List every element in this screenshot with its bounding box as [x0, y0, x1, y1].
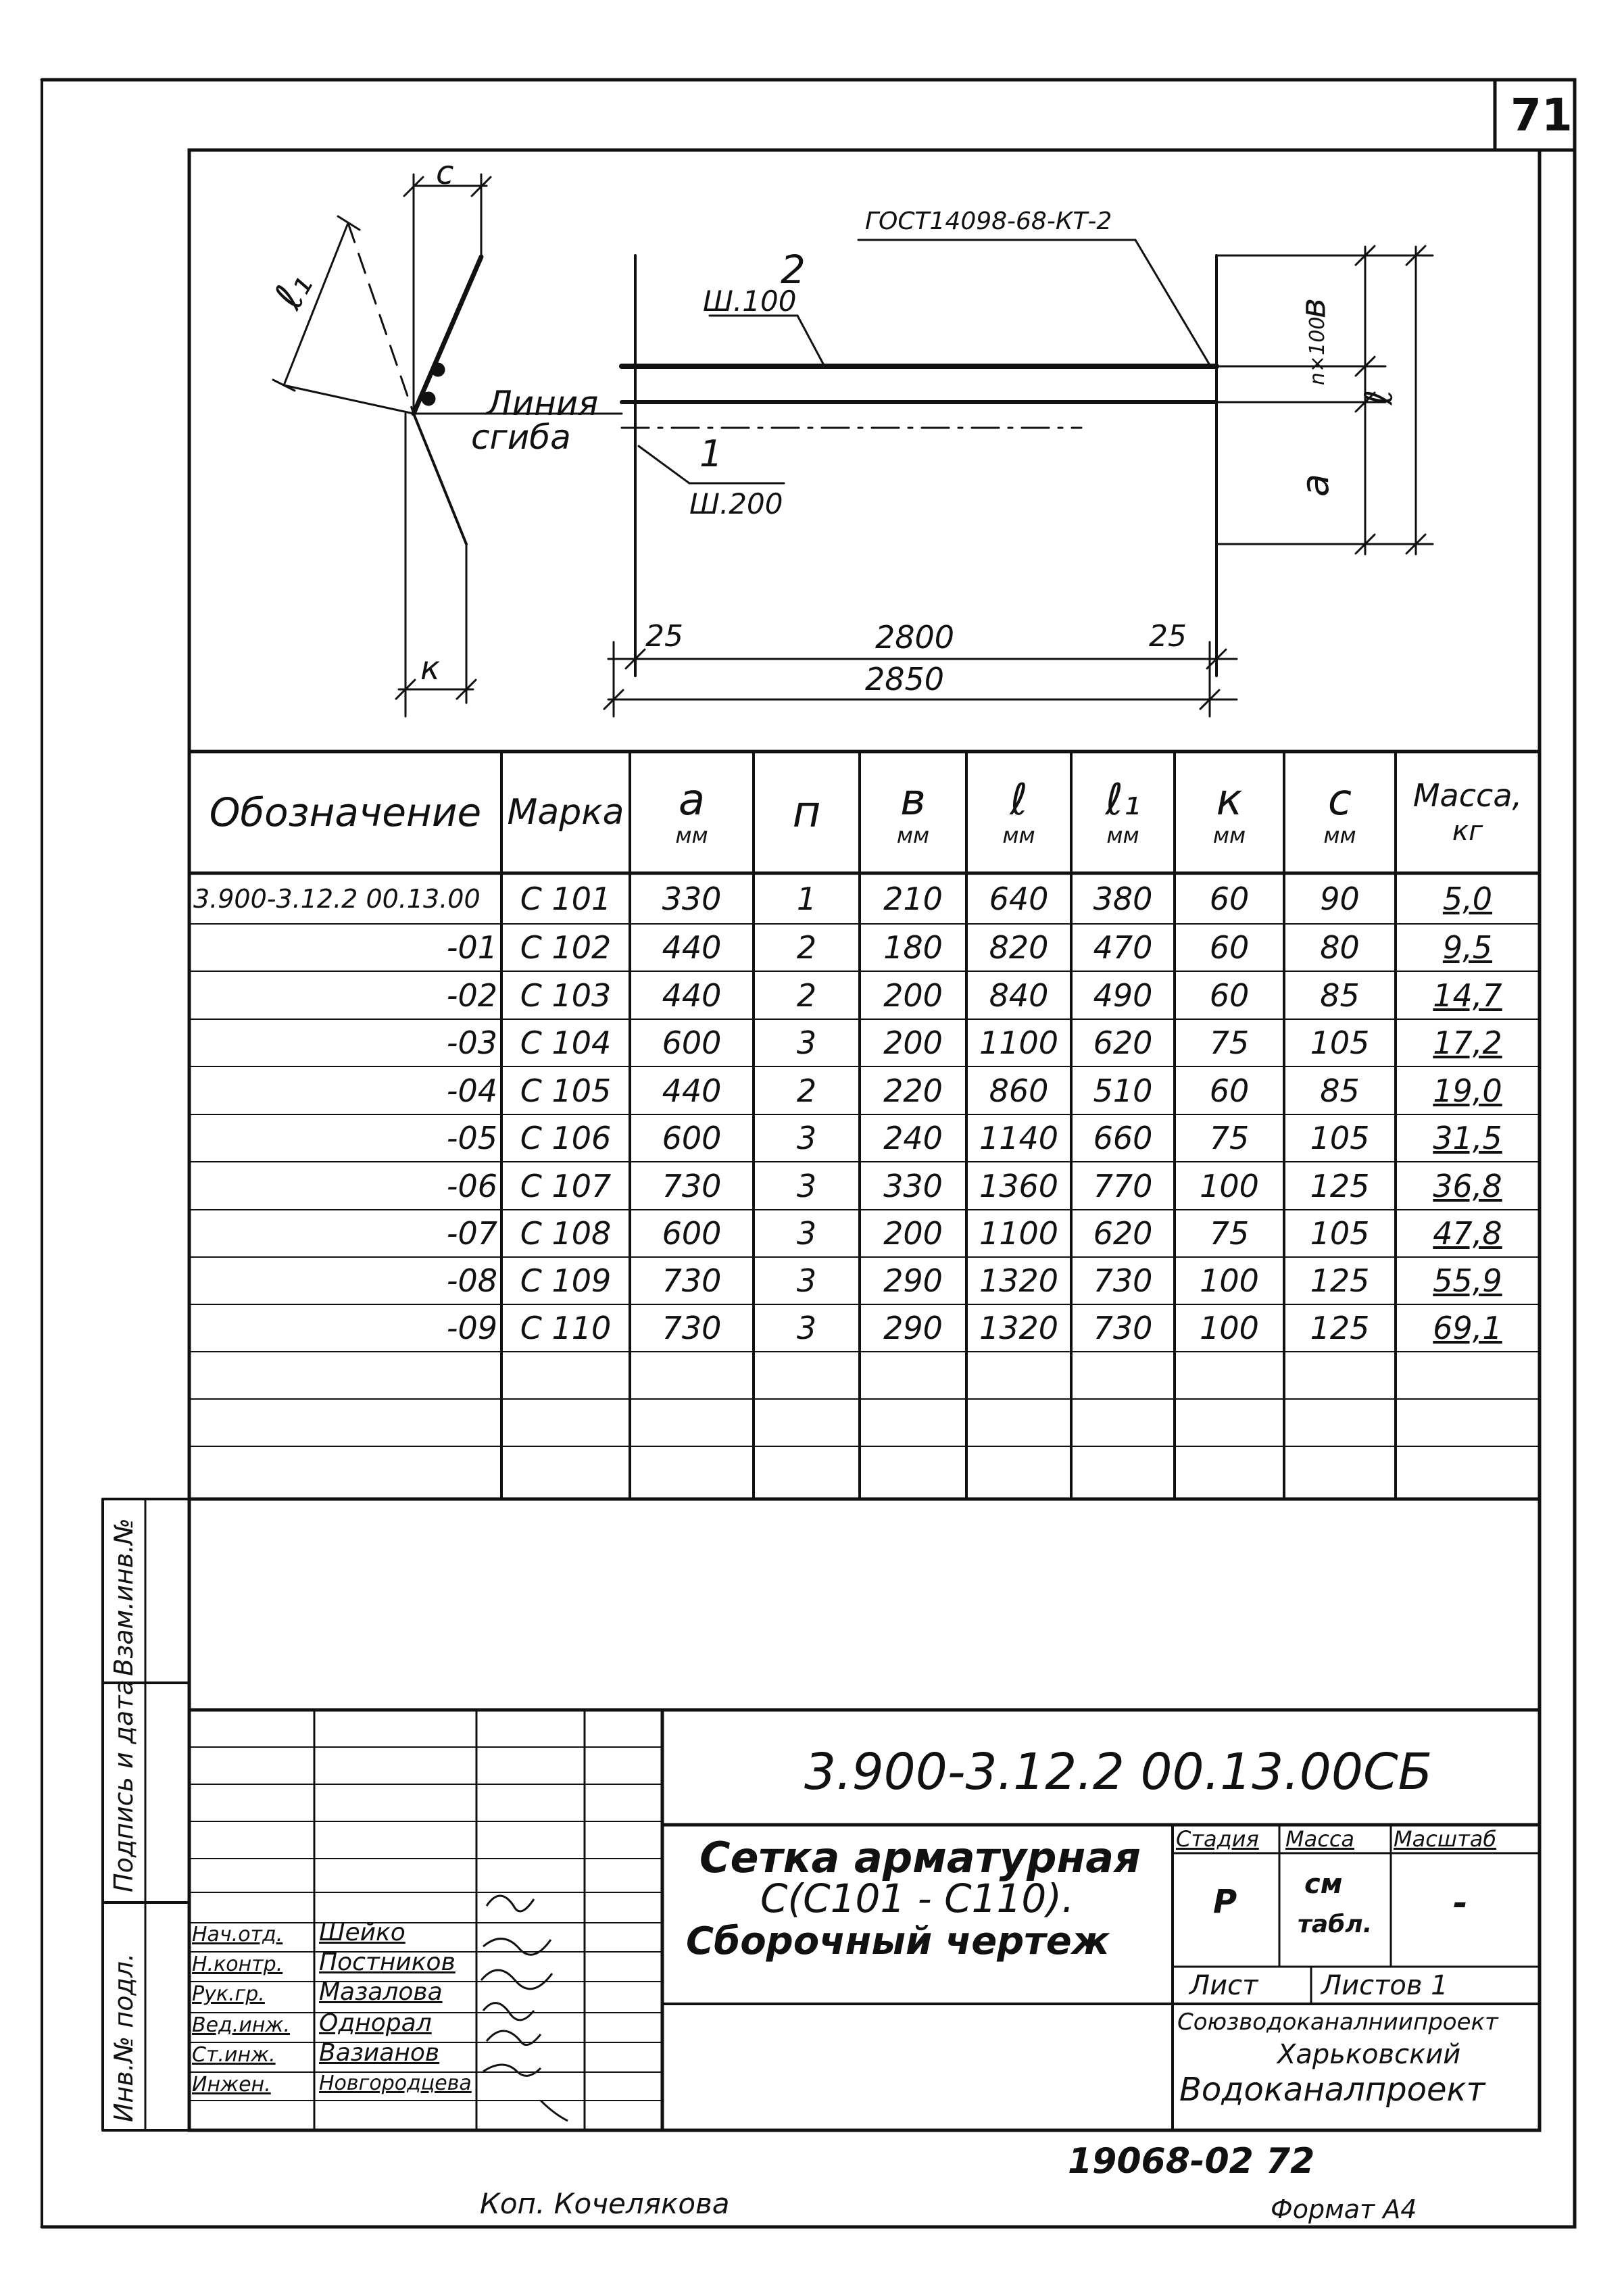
- header-c-symbol: с: [1327, 775, 1352, 825]
- header-l1: [1071, 752, 1175, 873]
- sign-role: Нач.отд.: [192, 1923, 283, 1946]
- cell-a: 600: [662, 1120, 722, 1156]
- cell-k: 100: [1200, 1310, 1259, 1346]
- cell-c: 105: [1310, 1215, 1370, 1252]
- copied-by: Коп. Кочелякова: [480, 2187, 730, 2220]
- header-mass-unit: кг: [1452, 816, 1483, 847]
- side-stamp-podpis: Подпись и дата: [109, 1679, 139, 1892]
- side-stamp-vzam: Взам.инв.№: [109, 1518, 139, 1676]
- page-number: 71: [1510, 89, 1573, 141]
- cell-k: 100: [1200, 1262, 1259, 1299]
- cell-k: 60: [1209, 977, 1250, 1014]
- dim-2850: 2850: [865, 661, 945, 697]
- org-line-1: Союзводоканалниипроект: [1177, 2009, 1498, 2036]
- cell-designation: -04: [446, 1072, 497, 1109]
- cell-k: 100: [1200, 1167, 1259, 1204]
- cell-a: 440: [662, 929, 722, 966]
- dim-k-label: к: [420, 649, 440, 687]
- cell-k: 75: [1209, 1025, 1250, 1061]
- cell-mark: С 102: [520, 929, 612, 966]
- cell-mass: 55,9: [1433, 1262, 1502, 1299]
- sign-role: Вед.инж.: [192, 2013, 290, 2037]
- cell-l1: 620: [1093, 1025, 1153, 1061]
- cell-designation: -03: [446, 1025, 497, 1061]
- scale-label: Масштаб: [1394, 1826, 1497, 1852]
- cell-k: 60: [1209, 1072, 1250, 1109]
- title-line-1: Сетка арматурная: [699, 1833, 1141, 1882]
- header-l-unit: мм: [1002, 823, 1035, 848]
- cell-l: 640: [989, 880, 1049, 917]
- cell-b: 290: [883, 1310, 943, 1346]
- header-n: [754, 752, 860, 873]
- cell-c: 105: [1310, 1025, 1370, 1061]
- cell-c: 125: [1310, 1310, 1370, 1346]
- side-stamp-inv: Инв.№ подл.: [109, 1953, 139, 2122]
- header-k-unit: мм: [1212, 823, 1246, 848]
- cell-b: 200: [883, 977, 943, 1014]
- cell-b: 200: [883, 1215, 943, 1252]
- bar2-position: 2: [781, 247, 806, 293]
- cell-l: 1100: [979, 1025, 1059, 1061]
- cell-l: 1320: [979, 1310, 1059, 1346]
- cell-designation: -06: [446, 1167, 497, 1204]
- sign-name: Вазианов: [319, 2039, 440, 2067]
- cell-mass: 31,5: [1433, 1120, 1502, 1156]
- cell-mass: 17,2: [1433, 1025, 1502, 1061]
- cell-mass: 14,7: [1433, 977, 1502, 1014]
- bar2-spacing: Ш.100: [703, 285, 797, 318]
- cell-c: 125: [1310, 1262, 1370, 1299]
- header-b-symbol: в: [900, 775, 926, 825]
- cell-l: 840: [989, 977, 1049, 1014]
- cell-mass: 9,5: [1442, 929, 1493, 966]
- dim-25-right: 25: [1149, 619, 1187, 654]
- cell-n: 3: [796, 1215, 817, 1252]
- dim-2800: 2800: [875, 619, 955, 656]
- dim-nx100-label: n×100: [1306, 316, 1329, 385]
- header-a-unit: мм: [675, 823, 708, 848]
- cell-designation: 3.900-3.12.2 00.13.00: [193, 883, 481, 914]
- cell-b: 290: [883, 1262, 943, 1299]
- cell-mark: С 104: [520, 1025, 612, 1061]
- header-n-symbol: п: [792, 787, 821, 837]
- cell-l: 1140: [979, 1120, 1059, 1156]
- cell-a: 440: [662, 977, 722, 1014]
- cell-a: 440: [662, 1072, 722, 1109]
- cell-mark: С 107: [520, 1167, 612, 1204]
- cell-designation: -08: [446, 1262, 497, 1299]
- cell-mark: С 105: [520, 1072, 612, 1109]
- cell-k: 60: [1209, 880, 1250, 917]
- mass-label: Масса: [1285, 1826, 1355, 1852]
- cell-mass: 5,0: [1442, 880, 1493, 917]
- cell-a: 730: [662, 1310, 722, 1346]
- sign-name: Мазалова: [319, 1978, 443, 2006]
- scale-value: -: [1453, 1883, 1468, 1923]
- cell-b: 240: [883, 1120, 943, 1156]
- sheets-label: Листов 1: [1321, 1970, 1448, 2001]
- sign-role: Инжен.: [192, 2073, 271, 2096]
- bend-line-label-1: Линия: [487, 384, 599, 423]
- cell-c: 85: [1320, 1072, 1360, 1109]
- sign-role: Н.контр.: [192, 1953, 283, 1976]
- cell-l1: 730: [1093, 1262, 1153, 1299]
- sign-role: Ст.инж.: [192, 2043, 276, 2067]
- cell-l1: 730: [1093, 1310, 1153, 1346]
- cell-designation: -05: [446, 1120, 497, 1156]
- header-l-symbol: ℓ: [1010, 775, 1028, 825]
- header-k: [1175, 752, 1284, 873]
- document-code: 3.900-3.12.2 00.13.00СБ: [804, 1743, 1433, 1801]
- sign-name: Новгородцева: [319, 2071, 472, 2095]
- stage-label: Стадия: [1176, 1826, 1259, 1852]
- cell-l: 860: [989, 1072, 1049, 1109]
- cell-c: 80: [1320, 929, 1360, 966]
- cell-n: 3: [796, 1167, 817, 1204]
- cell-l1: 660: [1093, 1120, 1153, 1156]
- dim-b-label: в: [1293, 297, 1334, 319]
- header-c-unit: мм: [1323, 823, 1356, 848]
- cell-l: 820: [989, 929, 1049, 966]
- header-mark: [501, 752, 630, 873]
- dim-c-label: с: [436, 154, 454, 192]
- header-a: [630, 752, 754, 873]
- sign-name: Шейко: [319, 1919, 405, 1946]
- dim-l1-label: ℓ₁: [264, 264, 322, 317]
- header-mass: [1396, 752, 1540, 873]
- cell-mass: 69,1: [1433, 1310, 1502, 1346]
- cell-mark: С 109: [520, 1262, 612, 1299]
- cell-b: 200: [883, 1025, 943, 1061]
- cell-n: 2: [796, 977, 817, 1014]
- cell-l1: 510: [1093, 1072, 1153, 1109]
- cell-n: 2: [796, 1072, 817, 1109]
- format-label: Формат А4: [1271, 2194, 1417, 2224]
- org-line-2: Харьковский: [1277, 2039, 1461, 2070]
- cell-designation: -07: [446, 1215, 497, 1252]
- header-mark-text: Марка: [507, 792, 624, 833]
- cell-l1: 490: [1093, 977, 1153, 1014]
- cell-l1: 470: [1093, 929, 1153, 966]
- sign-name: Однорал: [319, 2009, 432, 2037]
- header-b: [860, 752, 966, 873]
- archive-number: 19068-02 72: [1068, 2141, 1315, 2182]
- cell-designation: -09: [446, 1310, 497, 1346]
- cell-c: 85: [1320, 977, 1360, 1014]
- cell-n: 3: [796, 1120, 817, 1156]
- cell-l: 1360: [979, 1167, 1059, 1204]
- header-l: [966, 752, 1071, 873]
- cell-l: 1100: [979, 1215, 1059, 1252]
- mass-value-1: см: [1304, 1869, 1343, 1900]
- cell-l: 1320: [979, 1262, 1059, 1299]
- header-l1-symbol: ℓ₁: [1105, 775, 1141, 825]
- cell-l1: 380: [1093, 880, 1153, 917]
- cell-b: 210: [883, 880, 943, 917]
- mass-value-2: табл.: [1298, 1911, 1373, 1938]
- bar1-position: 1: [699, 433, 723, 475]
- cell-mark: С 108: [520, 1215, 612, 1252]
- cell-b: 330: [883, 1167, 943, 1204]
- cell-l1: 620: [1093, 1215, 1153, 1252]
- signature-scribbles: [481, 1896, 568, 2121]
- cell-l1: 770: [1093, 1167, 1153, 1204]
- cell-mass: 47,8: [1433, 1215, 1502, 1252]
- cell-c: 125: [1310, 1167, 1370, 1204]
- sign-name: Постников: [319, 1948, 456, 1976]
- cell-mark: С 103: [520, 977, 612, 1014]
- cell-k: 60: [1209, 929, 1250, 966]
- sheet-label: Лист: [1189, 1970, 1258, 2001]
- cell-mark: С 106: [520, 1120, 612, 1156]
- cell-mass: 19,0: [1433, 1072, 1502, 1109]
- dim-25-left: 25: [645, 619, 683, 654]
- bar1-spacing: Ш.200: [689, 487, 783, 520]
- cell-b: 180: [883, 929, 943, 966]
- cell-designation: -01: [446, 929, 497, 966]
- cell-n: 2: [796, 929, 817, 966]
- cell-c: 105: [1310, 1120, 1370, 1156]
- header-c: [1284, 752, 1396, 873]
- cell-k: 75: [1209, 1215, 1250, 1252]
- cell-n: 3: [796, 1310, 817, 1346]
- cell-n: 3: [796, 1262, 817, 1299]
- title-line-2: С(С101 - С110).: [760, 1875, 1075, 1921]
- header-designation-text: Обозначение: [209, 789, 482, 835]
- cell-c: 90: [1320, 880, 1360, 917]
- header-l1-unit: мм: [1106, 823, 1139, 848]
- cell-a: 730: [662, 1167, 722, 1204]
- cell-b: 220: [883, 1072, 943, 1109]
- dim-l-label: ℓ: [1357, 389, 1402, 406]
- cell-n: 1: [796, 880, 817, 917]
- sign-role: Рук.гр.: [192, 1982, 265, 2006]
- header-b-unit: мм: [896, 823, 930, 848]
- header-k-symbol: к: [1216, 775, 1243, 825]
- cell-a: 600: [662, 1215, 722, 1252]
- cell-mark: С 101: [520, 880, 612, 917]
- cell-a: 730: [662, 1262, 722, 1299]
- org-line-3: Водоканалпроект: [1179, 2071, 1485, 2109]
- cell-k: 75: [1209, 1120, 1250, 1156]
- stage-value: Р: [1213, 1883, 1237, 1921]
- header-mass-text: Масса,: [1412, 777, 1523, 814]
- cell-a: 330: [662, 880, 722, 917]
- header-designation: [189, 752, 501, 873]
- cell-designation: -02: [446, 977, 497, 1014]
- cell-mass: 36,8: [1433, 1167, 1502, 1204]
- dim-a-label: а: [1294, 473, 1338, 497]
- bend-line-label-2: сгиба: [471, 418, 571, 457]
- cell-mark: С 110: [520, 1310, 612, 1346]
- cell-a: 600: [662, 1025, 722, 1061]
- gost-label: ГОСТ14098-68-КТ-2: [865, 207, 1112, 235]
- title-line-3: Сборочный чертеж: [686, 1919, 1110, 1963]
- cell-n: 3: [796, 1025, 817, 1061]
- header-a-symbol: а: [678, 775, 706, 825]
